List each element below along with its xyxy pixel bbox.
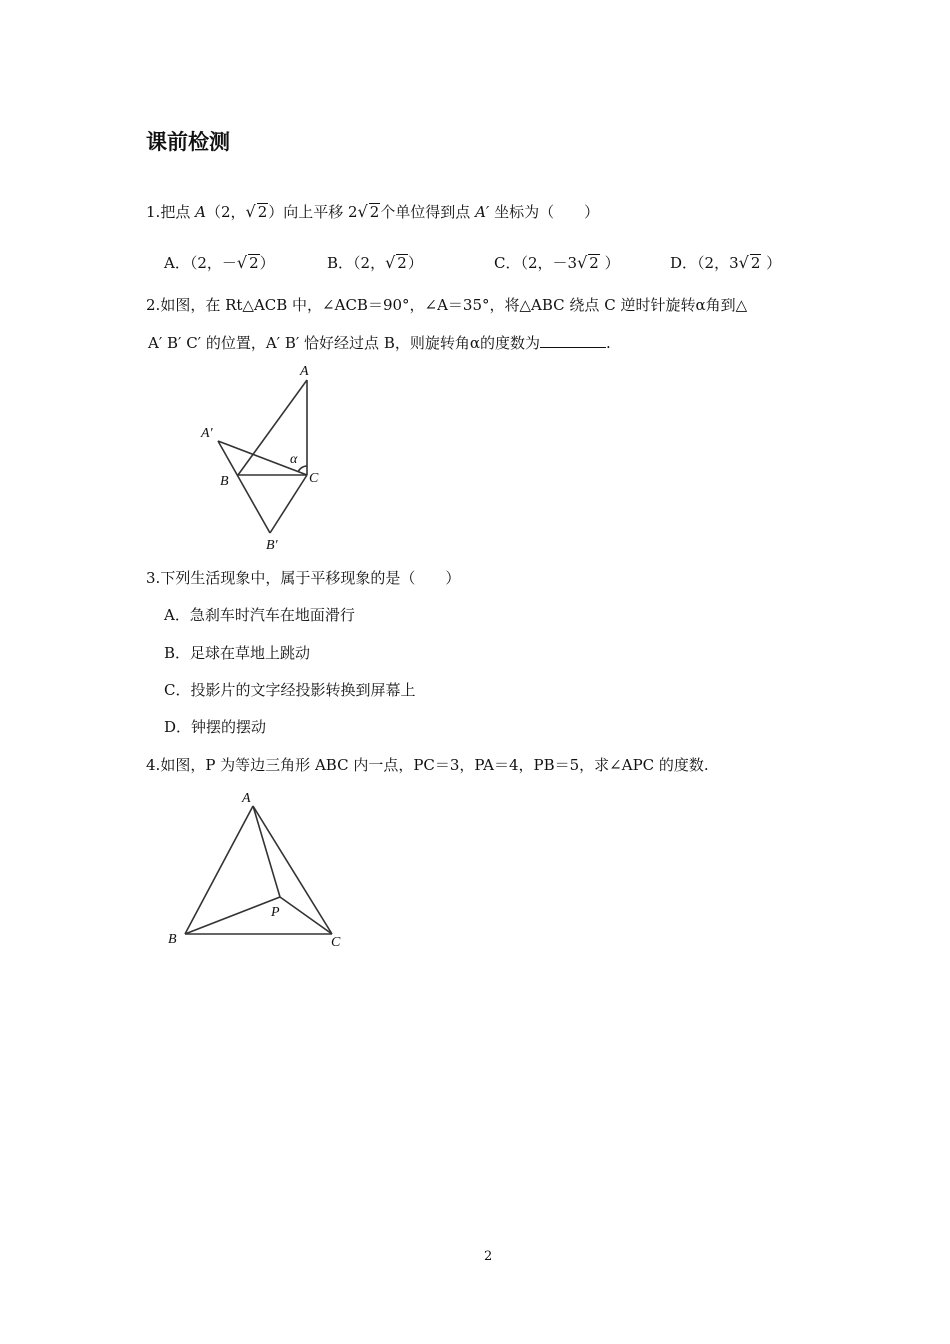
page-number: 2 [484, 1249, 493, 1264]
radicand: 2 [257, 203, 268, 221]
triangle-figure [160, 780, 360, 950]
rotation-figure [190, 355, 340, 555]
sqrt-icon: √ [357, 202, 368, 221]
question-2 [146, 295, 747, 315]
option-label: B． [164, 644, 191, 662]
sqrt-icon: √ [577, 253, 588, 272]
option-label: A． [164, 254, 190, 272]
sqrt-icon: √ [385, 253, 396, 272]
radicand: 2 [589, 254, 599, 272]
option-1b [327, 253, 423, 273]
label-p: P [271, 905, 280, 920]
question-text: . [605, 334, 611, 352]
question-number: 1. [146, 203, 161, 221]
question-text: ）向上平移 2 [268, 203, 358, 221]
option-label: D． [670, 254, 698, 272]
option-1a [164, 253, 275, 273]
question-text: 下列生活现象中，属于平移现象的是（ ） [160, 569, 461, 587]
question-text: （2， [205, 203, 246, 221]
option-text: 钟摆的摆动 [191, 718, 267, 736]
question-text: 个单位得到点 [380, 203, 476, 221]
option-1c [494, 253, 620, 273]
point-label: A [195, 203, 206, 221]
label-b: B [220, 474, 229, 489]
question-number: 4. [146, 756, 161, 774]
label-alpha: α [290, 452, 298, 467]
section-title: 课前检测 [146, 130, 230, 154]
option-text: （2，3 [697, 254, 739, 272]
option-text: 足球在草地上跳动 [190, 644, 311, 662]
label-a-prime: A′ [201, 426, 213, 441]
question-text: A′ B′ C′ 的位置，A′ B′ 恰好经过点 B，则旋转角α的度数为 [148, 334, 540, 352]
label-c: C [331, 935, 341, 950]
label-a: A [300, 364, 309, 379]
option-text: （2，－ [189, 254, 237, 272]
option-1d [670, 253, 781, 273]
option-3d [164, 717, 266, 737]
sqrt-icon: √ [738, 253, 749, 272]
label-c: C [309, 471, 319, 486]
question-text: 坐标为（ ） [489, 203, 600, 221]
option-label: D． [164, 718, 192, 736]
question-text: 如图，在 Rt△ACB 中，∠ACB＝90°，∠A＝35°，将△ABC 绕点 C 逆时针旋转α角到△ [160, 296, 748, 314]
question-number: 3. [146, 569, 161, 587]
question-text: 如图，P 为等边三角形 ABC 内一点，PC＝3，PA＝4，PB＝5，求∠APC 的度数. [160, 756, 709, 774]
question-number: 2. [146, 296, 161, 314]
option-label: B． [327, 254, 354, 272]
option-text: （2，－3 [520, 254, 578, 272]
radicand: 2 [249, 254, 259, 272]
option-text: ） [407, 254, 423, 272]
question-3 [146, 568, 460, 588]
question-2-line-2 [148, 333, 611, 353]
label-b-prime: B′ [266, 538, 278, 553]
option-3a [164, 605, 355, 625]
option-text: ） [761, 254, 782, 272]
option-text: ） [259, 254, 275, 272]
answer-blank[interactable] [540, 333, 606, 348]
radicand: 2 [369, 203, 380, 221]
option-text: （2， [353, 254, 386, 272]
option-label: C． [164, 681, 191, 699]
option-label: A． [164, 606, 190, 624]
radicand: 2 [750, 254, 761, 272]
option-3b [164, 643, 310, 663]
point-label: A′ [475, 203, 490, 221]
question-1 [146, 202, 599, 222]
label-a: A [242, 791, 251, 806]
label-b: B [168, 932, 177, 947]
option-text: ） [599, 254, 620, 272]
option-text: 急刹车时汽车在地面滑行 [189, 606, 355, 624]
option-text: 投影片的文字经投影转换到屏幕上 [190, 681, 416, 699]
question-4 [146, 755, 709, 775]
sqrt-icon: √ [245, 202, 256, 221]
option-label: C． [494, 254, 521, 272]
sqrt-icon: √ [236, 253, 248, 272]
radicand: 2 [397, 254, 407, 272]
option-3c [164, 680, 416, 700]
question-text: 把点 [160, 203, 196, 221]
